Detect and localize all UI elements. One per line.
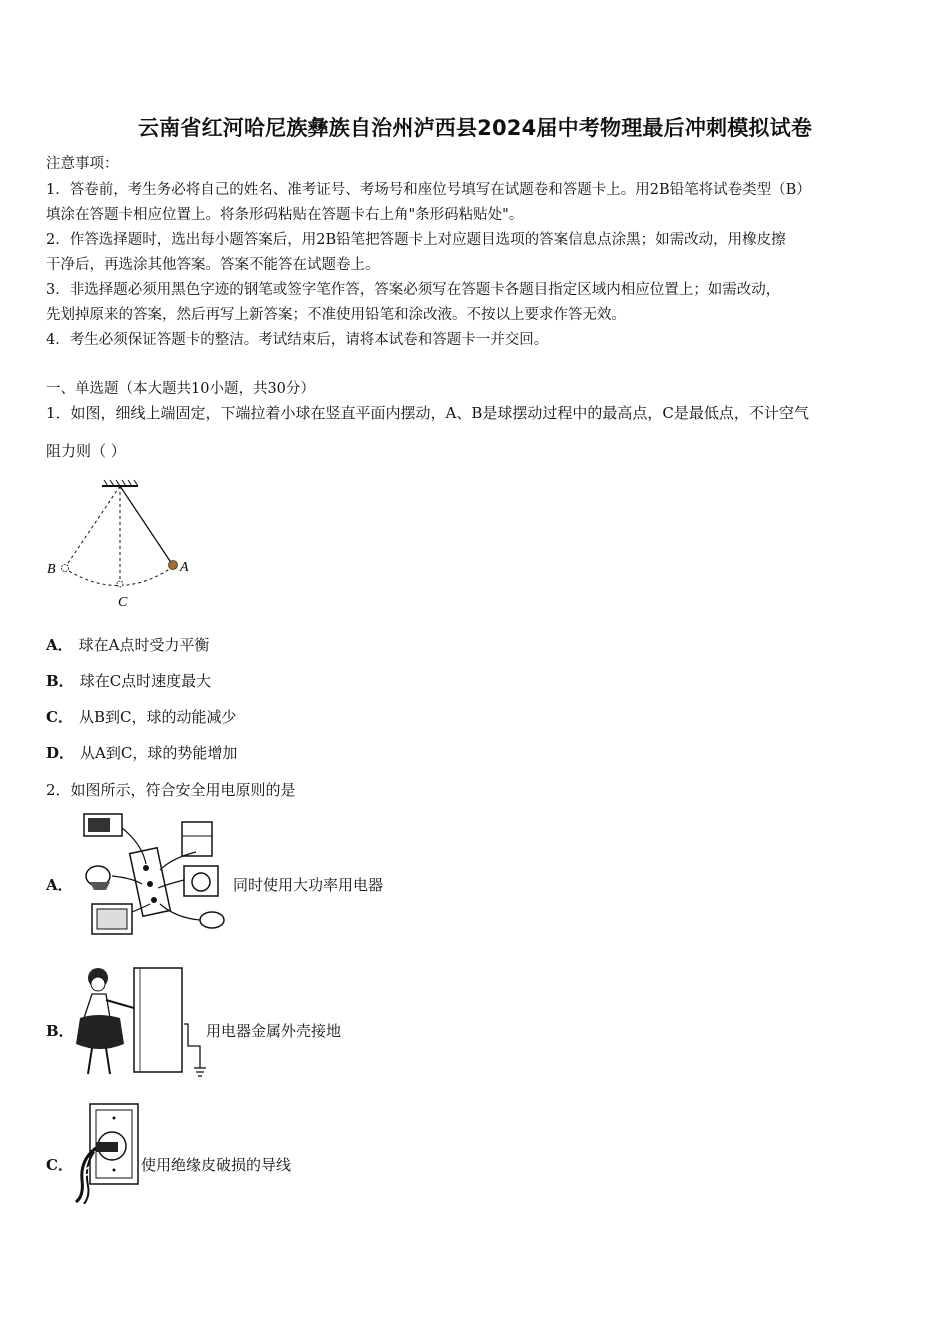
string-to-a bbox=[120, 486, 172, 564]
q1-stem-cont: 阻力则（ ） bbox=[46, 442, 126, 460]
notice-line: 3．非选择题必须用黑色字迹的钢笔或签字笔作答，答案必须写在答题卡各题目指定区域内相应位置上；如需改动， bbox=[46, 282, 781, 298]
q1-option-d[interactable] bbox=[46, 742, 237, 763]
notice-line: 4．考生必须保证答题卡的整洁。考试结束后，请将本试卷和答题卡一并交回。 bbox=[46, 332, 549, 348]
ball-at-a bbox=[169, 561, 178, 570]
q2-option-a-letter[interactable] bbox=[46, 874, 79, 895]
q1-stem: 1．如图，细线上端固定，下端拉着小球在竖直平面内摆动，A、B是球摆动过程中的最高点，C是最低点，不计空气 bbox=[46, 404, 809, 422]
notice-line: 2．作答选择题时，选出每小题答案后，用2B铅笔把答题卡上对应题目选项的答案信息点涂黑；如需改动，用橡皮擦 bbox=[46, 232, 786, 248]
option-text: 球在C点时速度最大 bbox=[79, 672, 212, 690]
notice-line: 1．答卷前，考生务必将自己的姓名、准考证号、考场号和座位号填写在试题卷和答题卡上。用2B铅笔将试卷类型（B） bbox=[46, 182, 811, 198]
option-text: 从A到C，球的势能增加 bbox=[80, 744, 238, 762]
q2-stem: 2．如图所示，符合安全用电原则的是 bbox=[46, 781, 296, 799]
option-text: 球在A点时受力平衡 bbox=[78, 636, 210, 654]
damaged-wire-illustration bbox=[72, 1100, 142, 1204]
ball-at-b bbox=[62, 565, 69, 572]
notice-line: 先划掉原来的答案，然后再写上新答案；不准使用铅笔和涂改液。不按以上要求作答无效。 bbox=[46, 307, 626, 323]
q2-option-a-caption: 同时使用大功率用电器 bbox=[233, 876, 384, 894]
pendulum-figure bbox=[40, 476, 200, 612]
q2-option-c-caption: 使用绝缘皮破损的导线 bbox=[141, 1156, 292, 1174]
q1-option-a[interactable] bbox=[46, 634, 209, 655]
q1-option-b[interactable] bbox=[46, 670, 211, 691]
option-text: 从B到C，球的动能减少 bbox=[78, 708, 237, 726]
q1-option-c[interactable] bbox=[46, 706, 236, 727]
notice-line: 填涂在答题卡相应位置上。将条形码粘贴在答题卡右上角"条形码粘贴处"。 bbox=[46, 207, 524, 223]
notice-heading: 注意事项： bbox=[46, 156, 119, 172]
option-letter: B． bbox=[46, 1022, 74, 1040]
grounded-appliance-illustration bbox=[76, 964, 208, 1082]
option-letter: A． bbox=[46, 636, 73, 654]
option-letter: C． bbox=[46, 708, 73, 726]
notice-line: 干净后，再选涂其他答案。答案不能答在试题卷上。 bbox=[46, 257, 380, 273]
string-to-b bbox=[66, 486, 120, 566]
section-heading: 一、单选题（本大题共10小题，共30分） bbox=[46, 381, 315, 397]
option-letter: C． bbox=[46, 1156, 73, 1174]
option-letter: D． bbox=[46, 744, 75, 762]
page-title: 云南省红河哈尼族彝族自治州泸西县2024届中考物理最后冲刺模拟试卷 bbox=[137, 116, 813, 140]
appliances-overload-illustration bbox=[76, 808, 234, 942]
label-c: C bbox=[118, 595, 128, 610]
q2-option-b-letter[interactable] bbox=[46, 1020, 80, 1041]
option-letter: B． bbox=[46, 672, 74, 690]
label-b: B bbox=[47, 562, 56, 577]
label-a: A bbox=[180, 560, 189, 575]
q2-option-b-caption: 用电器金属外壳接地 bbox=[206, 1022, 342, 1040]
ball-at-c bbox=[117, 581, 123, 587]
ceiling-mount bbox=[102, 480, 138, 486]
option-letter: A． bbox=[46, 876, 73, 894]
